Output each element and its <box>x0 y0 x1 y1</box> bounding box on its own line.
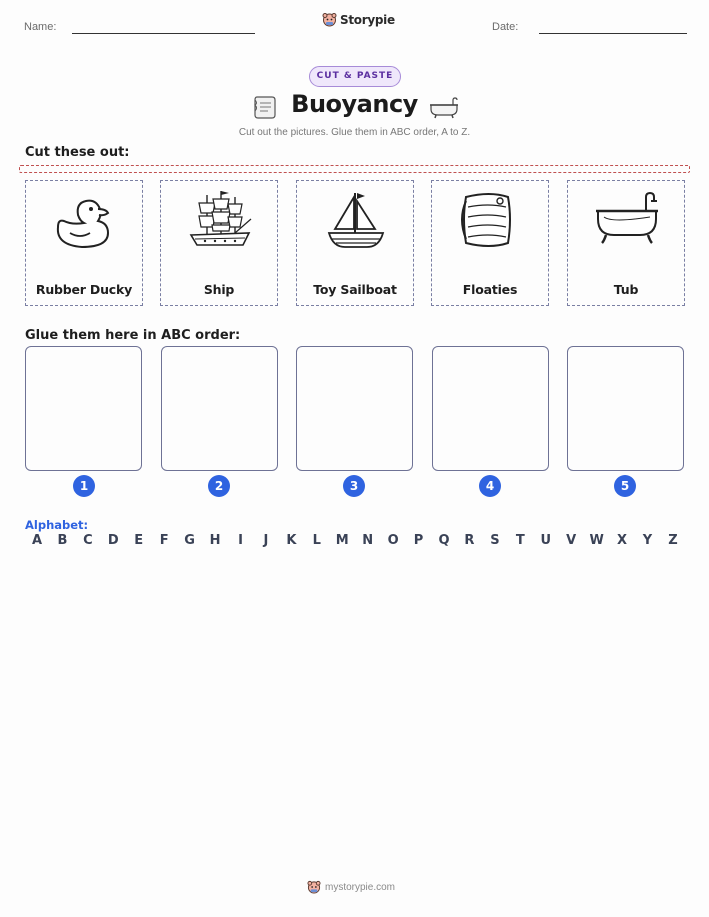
alphabet-letter: X <box>617 533 628 548</box>
alphabet-letter: C <box>83 533 93 548</box>
cut-card-label: Toy Sailboat <box>313 282 397 297</box>
page-title: Buoyancy <box>291 90 418 118</box>
brand-name: Storypie <box>340 12 395 27</box>
cut-card-label: Rubber Ducky <box>35 282 133 297</box>
cut-card-label: Ship <box>203 282 235 297</box>
alphabet-letter: D <box>107 533 119 548</box>
alphabet-letter: P <box>413 533 424 548</box>
cut-card-rubber-ducky[interactable] <box>25 180 143 306</box>
storypie-mascot-icon <box>322 12 337 27</box>
alphabet-letter: E <box>134 533 144 548</box>
glue-box-2[interactable] <box>161 346 278 471</box>
cut-card-label: Tub <box>613 282 639 297</box>
alphabet-letter: T <box>515 533 525 548</box>
alphabet-letter: R <box>464 533 475 548</box>
alphabet-letter: Q <box>438 533 450 548</box>
cut-card-ship[interactable] <box>160 180 278 306</box>
cut-section-title: Cut these out: <box>25 145 130 160</box>
alphabet-letter: J <box>263 533 269 548</box>
cut-card-toy-sailboat[interactable] <box>296 180 414 306</box>
alphabet-letter: S <box>490 533 500 548</box>
alphabet-letter: U <box>540 533 552 548</box>
floaties-icon <box>456 189 526 253</box>
footer <box>307 880 395 894</box>
order-number-badge: 3 <box>343 475 365 497</box>
footer-url[interactable]: mystorypie.com <box>325 881 396 893</box>
order-number-badge: 4 <box>479 475 501 497</box>
name-label: Name: <box>24 21 57 33</box>
alphabet-letter: W <box>589 533 604 548</box>
rubber-duck-icon <box>50 189 120 253</box>
glue-box-3[interactable] <box>296 346 413 471</box>
glue-section-title: Glue them here in ABC order: <box>25 328 241 343</box>
alphabet-letter: O <box>387 533 399 548</box>
date-label: Date: <box>492 21 519 33</box>
alphabet-row <box>25 533 685 548</box>
bathtub-icon <box>592 189 662 253</box>
alphabet-title: Alphabet: <box>25 518 89 532</box>
name-line[interactable] <box>72 33 255 34</box>
instructions-text: Cut out the pictures. Glue them in ABC order, A to Z. <box>238 127 471 138</box>
brand-logo <box>322 12 395 27</box>
alphabet-letter: L <box>312 533 321 548</box>
glue-box-5[interactable] <box>567 346 684 471</box>
alphabet-letter: A <box>31 533 43 548</box>
alphabet-letter: B <box>57 533 68 548</box>
cut-card-label: Floaties <box>462 282 518 297</box>
cut-card-tub[interactable] <box>567 180 685 306</box>
order-number-badge: 2 <box>208 475 230 497</box>
alphabet-letter: M <box>335 533 349 548</box>
alphabet-letter: V <box>566 533 577 548</box>
alphabet-letter: K <box>286 533 297 548</box>
cut-card-floaties[interactable] <box>431 180 549 306</box>
cut-paste-badge: CUT & PASTE <box>309 66 401 87</box>
bathtub-icon <box>428 96 460 120</box>
cut-line <box>19 165 690 173</box>
sailboat-icon <box>321 189 391 253</box>
alphabet-letter: Y <box>642 533 653 548</box>
alphabet-letter: Z <box>668 533 678 548</box>
storypie-mascot-icon <box>307 880 321 894</box>
glue-box-1[interactable] <box>25 346 142 471</box>
glue-box-4[interactable] <box>432 346 549 471</box>
ship-icon <box>185 189 255 253</box>
alphabet-letter: H <box>209 533 221 548</box>
alphabet-letter: G <box>184 533 195 548</box>
date-line[interactable] <box>539 33 687 34</box>
alphabet-letter: N <box>362 533 374 548</box>
alphabet-letter: F <box>159 533 169 548</box>
order-number-badge: 5 <box>614 475 636 497</box>
order-number-badge: 1 <box>73 475 95 497</box>
alphabet-letter: I <box>238 533 243 548</box>
